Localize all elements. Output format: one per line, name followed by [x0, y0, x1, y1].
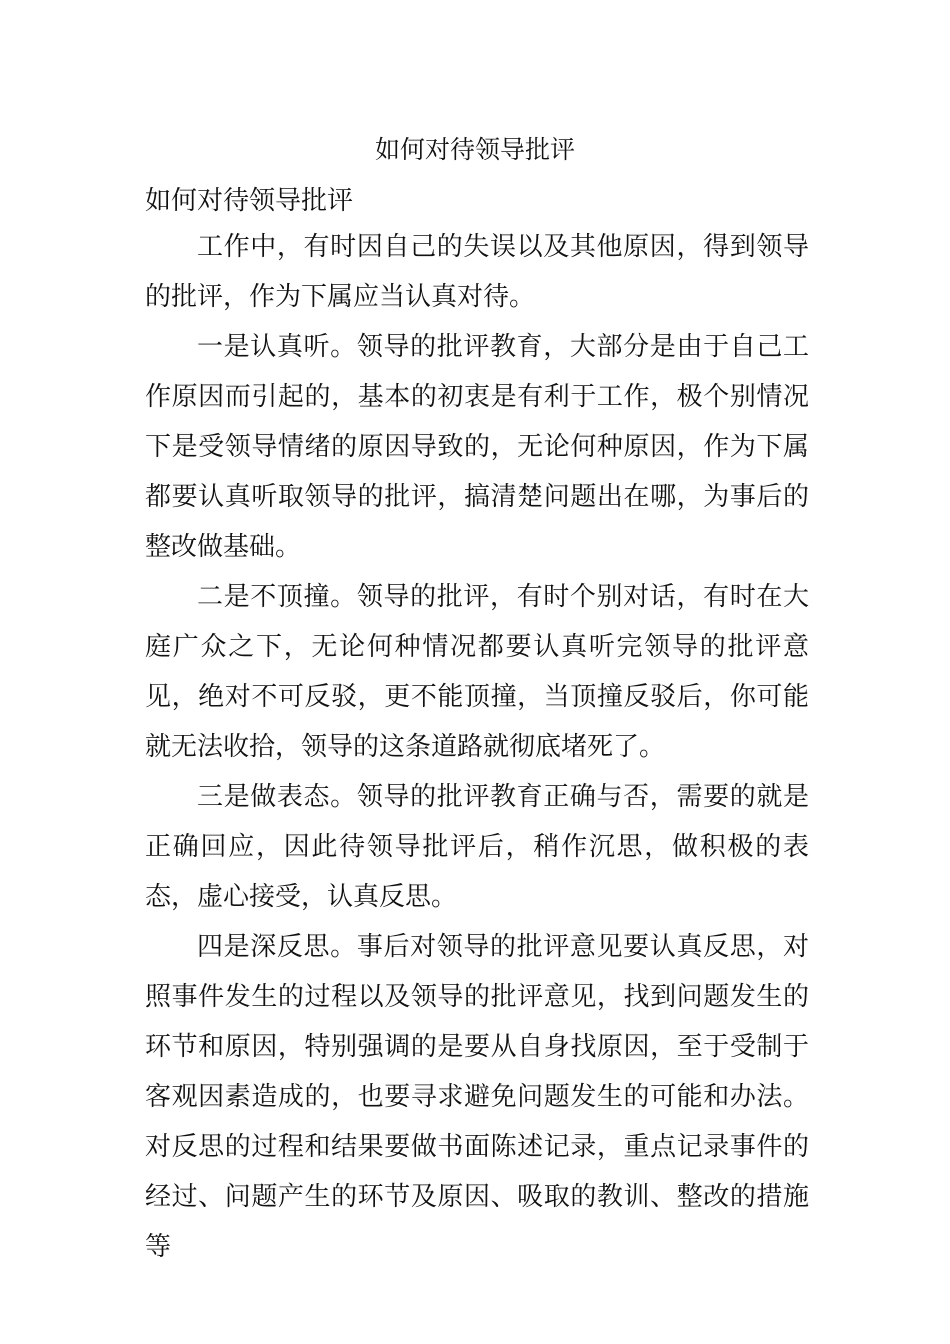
document-subtitle: 如何对待领导批评	[145, 186, 354, 216]
paragraph-intro: 工作中，有时因自己的失误以及其他原因，得到领导的批评，作为下属应当认真对待。	[145, 232, 809, 312]
document-body	[145, 180, 809, 1272]
paragraph-point-3: 三是做表态。领导的批评教育正确与否，需要的就是正确回应，因此待领导批评后，稍作沉思，做积极的表态，虚心接受，认真反思。	[145, 782, 809, 912]
paragraph-point-1: 一是认真听。领导的批评教育，大部分是由于自己工作原因而引起的，基本的初衷是有利于工作，极个别情况下是受领导情绪的原因导致的，无论何种原因，作为下属都要认真听取领导的批评，搞清楚问题出在哪，为事后的整改做基础。	[145, 332, 809, 562]
paragraph-point-2: 二是不顶撞。领导的批评，有时个别对话，有时在大庭广众之下，无论何种情况都要认真听完领导的批评意见，绝对不可反驳，更不能顶撞，当顶撞反驳后，你可能就无法收拾，领导的这条道路就彻底堵死了。	[145, 582, 809, 762]
paragraph-point-4: 四是深反思。事后对领导的批评意见要认真反思，对照事件发生的过程以及领导的批评意见，找到问题发生的环节和原因，特别强调的是要从自身找原因，至于受制于客观因素造成的，也要寻求避免问题发生的可能和办法。对反思的过程和结果要做书面陈述记录，重点记录事件的经过、问题产生的环节及原因、吸取的教训、整改的措施等	[145, 932, 809, 1262]
document-title: 如何对待领导批评	[374, 135, 575, 164]
